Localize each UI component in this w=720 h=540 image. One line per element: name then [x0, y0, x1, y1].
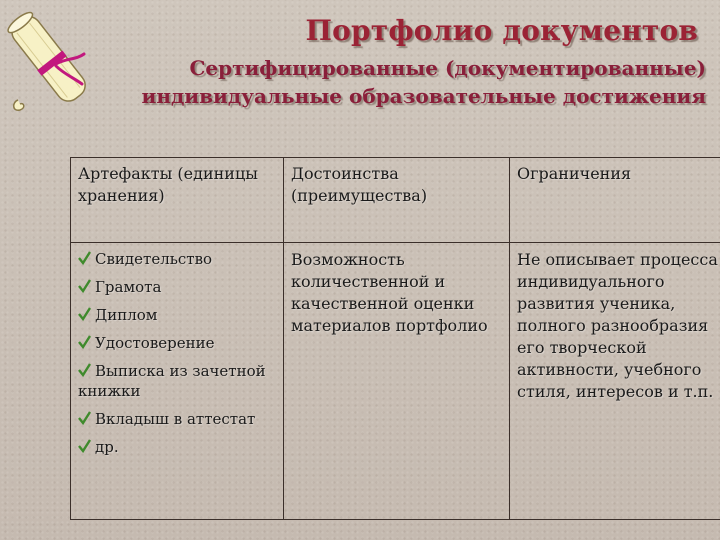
advantages-cell: Возможность количественной и качественной оценки материалов портфолио — [284, 243, 510, 520]
artifact-label: Свидетельство — [95, 250, 213, 268]
list-item — [78, 437, 277, 457]
header-advantages: Достоинства (преимущества) — [284, 158, 510, 243]
artifact-label: Диплом — [95, 306, 158, 324]
subtitle-line-1: Сертифицированные (документированные) — [189, 56, 706, 80]
checkmark-icon — [78, 279, 91, 293]
list-item — [78, 249, 277, 269]
checkmark-icon — [78, 307, 91, 321]
portfolio-table — [70, 157, 720, 520]
header-limitations: Ограничения — [510, 158, 720, 243]
checkmark-icon — [78, 439, 91, 453]
list-item — [78, 333, 277, 353]
table-header-row — [71, 158, 720, 243]
list-item — [78, 277, 277, 297]
artifacts-list — [78, 249, 277, 457]
list-item — [78, 409, 277, 429]
checkmark-icon — [78, 251, 91, 265]
artifact-label: Удостоверение — [95, 334, 215, 352]
list-item — [78, 305, 277, 325]
checkmark-icon — [78, 411, 91, 425]
artifacts-cell — [71, 243, 284, 520]
artifact-label: Выписка из зачетной книжки — [78, 362, 266, 400]
list-item — [78, 361, 277, 401]
artifact-label: др. — [95, 438, 119, 456]
artifact-label: Грамота — [95, 278, 162, 296]
artifact-label: Вкладыш в аттестат — [95, 410, 256, 428]
page-title: Портфолио документов — [305, 14, 698, 47]
checkmark-icon — [78, 335, 91, 349]
scroll-diploma-icon — [4, 4, 96, 114]
limitations-cell: Не описывает процесса индивидуального развития ученика, полного разнообразия его творческой активности, учебного стиля, интересов и т.п. — [510, 243, 720, 520]
checkmark-icon — [78, 363, 91, 377]
header-artifacts: Артефакты (единицы хранения) — [71, 158, 284, 243]
table-row — [71, 243, 720, 520]
page-subtitle — [141, 54, 706, 110]
subtitle-line-2: индивидуальные образовательные достижения — [141, 84, 706, 108]
